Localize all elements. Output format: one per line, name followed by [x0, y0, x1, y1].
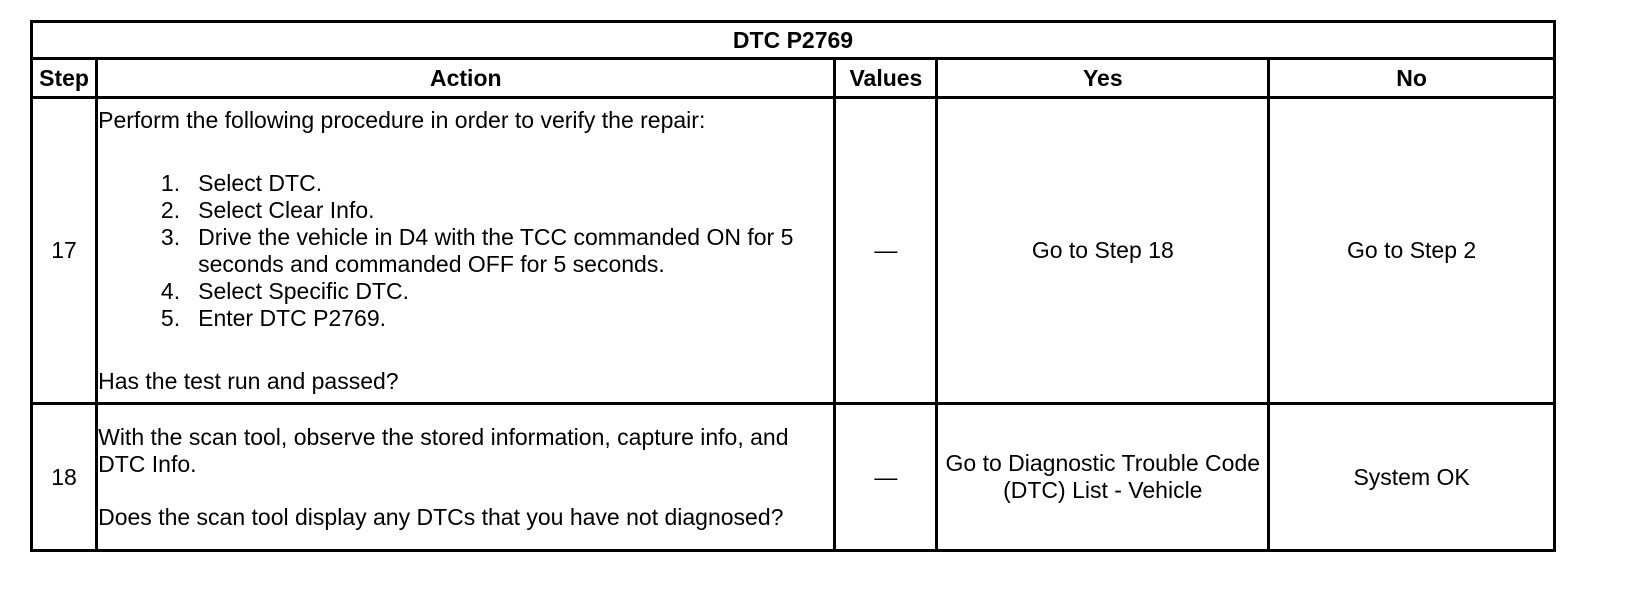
yes-result: Go to Step 18	[937, 98, 1269, 404]
list-item-text: Enter DTC P2769.	[198, 304, 387, 331]
action-cell	[97, 404, 835, 551]
procedure-list	[98, 170, 833, 332]
action-question: Has the test run and passed?	[98, 367, 399, 394]
list-item-number: 5.	[160, 304, 181, 331]
yes-result: Go to Diagnostic Trouble Code (DTC) List - Vehicle	[937, 404, 1269, 551]
values-header: Values	[835, 59, 937, 98]
action-question: Does the scan tool display any DTCs that you have not diagnosed?	[98, 503, 784, 530]
no-result: Go to Step 2	[1269, 98, 1555, 404]
list-item	[160, 169, 833, 197]
list-item-text: Select Specific DTC.	[198, 277, 410, 304]
table-title-row	[32, 22, 1555, 59]
list-item	[160, 196, 833, 224]
no-result: System OK	[1269, 404, 1555, 551]
yes-header: Yes	[937, 59, 1269, 98]
action-intro: With the scan tool, observe the stored information, capture info, and DTC Info.	[98, 423, 789, 477]
list-item-number: 2.	[160, 196, 181, 223]
values-cell: —	[835, 404, 937, 551]
step-number: 18	[32, 404, 97, 551]
table-row	[32, 404, 1555, 551]
step-number: 17	[32, 98, 97, 404]
list-item-number: 4.	[160, 277, 181, 304]
list-item	[160, 223, 833, 278]
list-item-number: 3.	[160, 223, 181, 250]
values-cell: —	[835, 98, 937, 404]
list-item-number: 1.	[160, 169, 181, 196]
action-intro: Perform the following procedure in order to verify the repair:	[98, 106, 706, 133]
action-cell	[97, 98, 835, 404]
action-header: Action	[97, 59, 835, 98]
no-header: No	[1269, 59, 1555, 98]
list-item-text: Drive the vehicle in D4 with the TCC commanded ON for 5 seconds and commanded OFF for 5 seconds.	[198, 223, 794, 277]
dtc-table	[30, 20, 1556, 552]
table-row	[32, 98, 1555, 404]
list-item	[160, 277, 833, 305]
list-item	[160, 304, 833, 332]
step-header: Step	[32, 59, 97, 98]
table-title: DTC P2769	[32, 22, 1555, 59]
spacer	[98, 478, 833, 504]
list-item-text: Select Clear Info.	[198, 196, 375, 223]
list-item-text: Select DTC.	[198, 169, 323, 196]
header-row	[32, 59, 1555, 98]
